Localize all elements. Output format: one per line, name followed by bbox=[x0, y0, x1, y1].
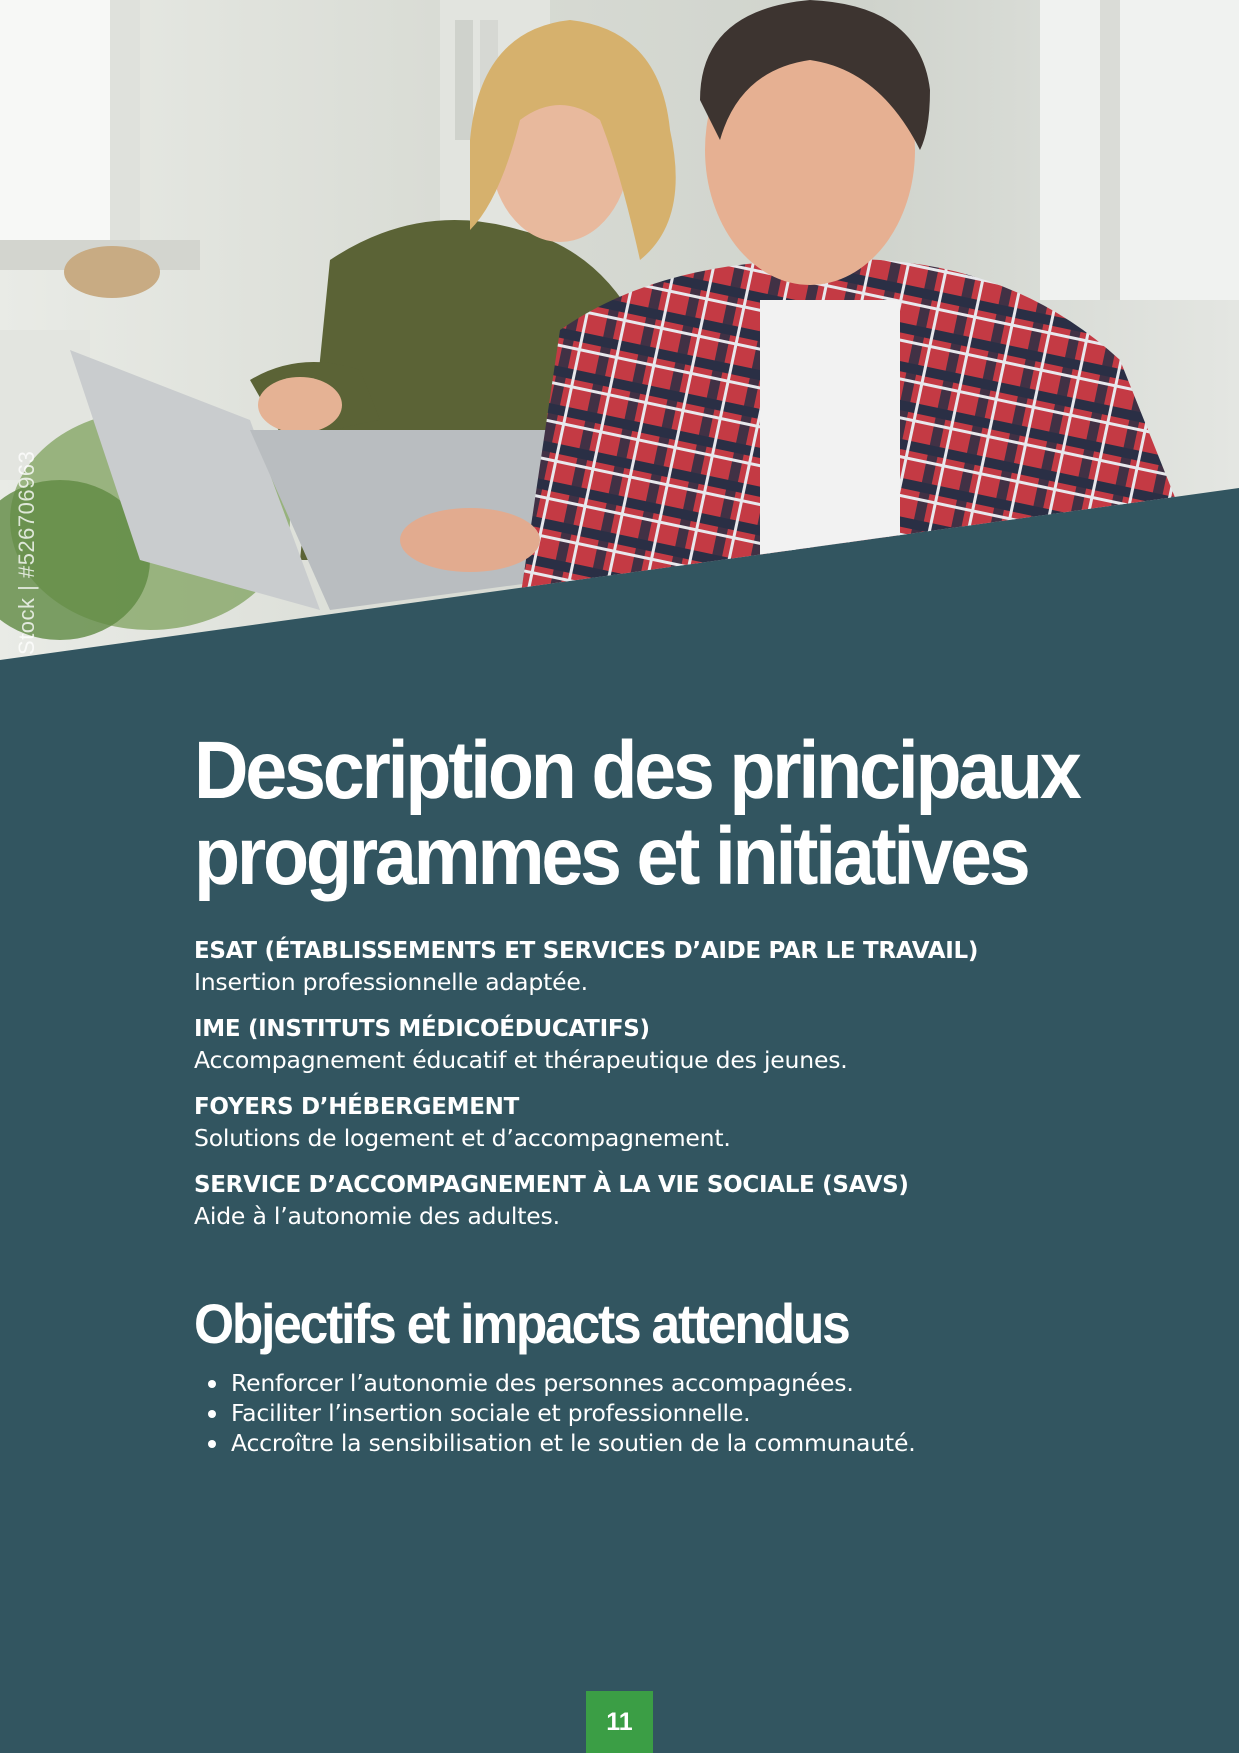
objectives-title: Objectifs et impacts attendus bbox=[194, 1292, 849, 1355]
list-item bbox=[194, 1398, 1154, 1428]
program-description: Insertion professionnelle adaptée. bbox=[194, 968, 588, 996]
main-content bbox=[194, 725, 1154, 1458]
list-item bbox=[194, 1368, 1154, 1398]
program-description: Accompagnement éducatif et thérapeutique des jeunes. bbox=[194, 1046, 848, 1074]
page-number-badge: 11 bbox=[586, 1691, 653, 1753]
page-title-line2: programmes et initiatives bbox=[194, 811, 1028, 902]
program-name: FOYERS D’HÉBERGEMENT bbox=[194, 1094, 519, 1120]
objective-text: Renforcer l’autonomie des personnes accompagnées. bbox=[231, 1369, 854, 1397]
photo-two-people-laptop-icon bbox=[0, 0, 1239, 660]
objectives-list bbox=[194, 1368, 1154, 1458]
programs-list bbox=[194, 936, 1154, 1232]
program-item bbox=[194, 1092, 1154, 1154]
header-photo bbox=[0, 0, 1239, 660]
bullet-icon bbox=[208, 1410, 216, 1418]
objective-text: Accroître la sensibilisation et le soutien de la communauté. bbox=[231, 1429, 916, 1457]
program-item bbox=[194, 1170, 1154, 1232]
list-item bbox=[194, 1428, 1154, 1458]
page-title bbox=[194, 725, 1151, 902]
program-name: ESAT (ÉTABLISSEMENTS ET SERVICES D’AIDE PAR LE TRAVAIL) bbox=[194, 938, 979, 964]
program-name: SERVICE D’ACCOMPAGNEMENT À LA VIE SOCIALE (SAVS) bbox=[194, 1172, 909, 1198]
program-item bbox=[194, 936, 1154, 998]
program-item bbox=[194, 1014, 1154, 1076]
program-name: IME (INSTITUTS MÉDICOÉDUCATIFS) bbox=[194, 1016, 650, 1042]
program-description: Solutions de logement et d’accompagnement. bbox=[194, 1124, 731, 1152]
stock-watermark: Stock | #526706963 bbox=[14, 450, 39, 655]
program-description: Aide à l’autonomie des adultes. bbox=[194, 1202, 560, 1230]
page-title-line1: Description des principaux bbox=[194, 725, 1079, 816]
objective-text: Faciliter l’insertion sociale et professionnelle. bbox=[231, 1399, 751, 1427]
bullet-icon bbox=[208, 1380, 216, 1388]
bullet-icon bbox=[208, 1440, 216, 1448]
